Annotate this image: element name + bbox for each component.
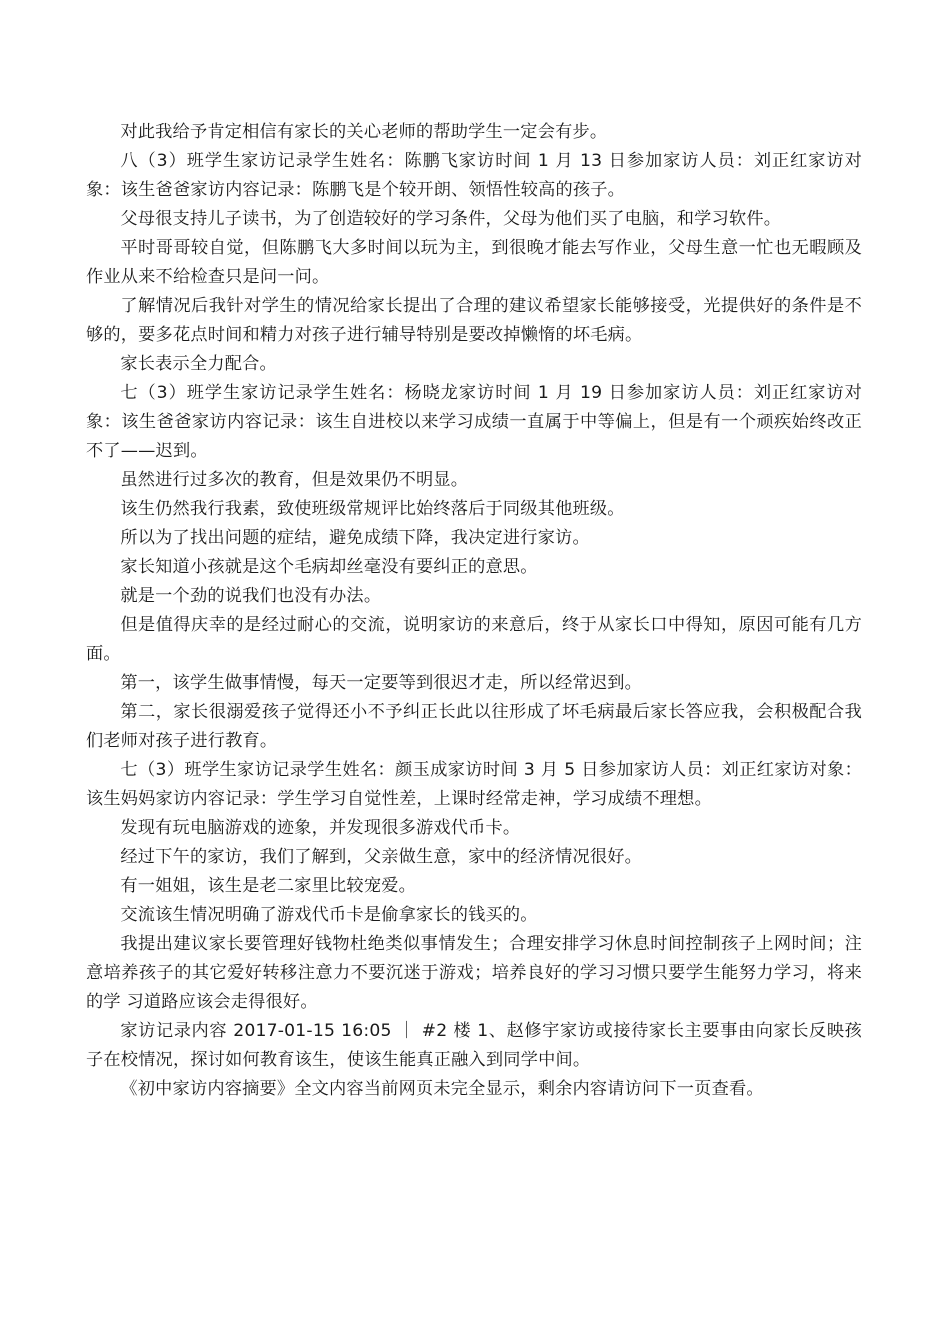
paragraph: 我提出建议家长要管理好钱物杜绝类似事情发生；合理安排学习休息时间控制孩子上网时间；注意培养孩子的其它爱好转移注意力不要沉迷于游戏；培养良好的学习习惯只要学生能努力学习，将来的学 习道路应该会走得很好。 <box>86 934 862 1012</box>
paragraph: 第二，家长很溺爱孩子觉得还小不予纠正长此以往形成了坏毛病最后家长答应我，会积极配合我们老师对孩子进行教育。 <box>86 702 862 751</box>
document-body <box>86 118 862 1104</box>
paragraph: 该生仍然我行我素，致使班级常规评比始终落后于同级其他班级。 <box>120 499 625 519</box>
paragraph: 交流该生情况明确了游戏代币卡是偷拿家长的钱买的。 <box>120 905 538 925</box>
paragraph: 经过下午的家访，我们了解到，父亲做生意，家中的经济情况很好。 <box>120 847 643 867</box>
paragraph: 平时哥哥较自觉，但陈鹏飞大多时间以玩为主，到很晚才能去写作业，父母生意一忙也无暇顾及作业从来不给检查只是问一问。 <box>86 238 862 287</box>
paragraph: 家长知道小孩就是这个毛病却丝毫没有要纠正的意思。 <box>120 557 538 577</box>
paragraph: 父母很支持儿子读书，为了创造较好的学习条件，父母为他们买了电脑，和学习软件。 <box>120 209 782 229</box>
paragraph: 就是一个劲的说我们也没有办法。 <box>120 586 382 606</box>
paragraph: 七（3）班学生家访记录学生姓名：颜玉成家访时间 3 月 5 日参加家访人员：刘正红家访对象：该生妈妈家访内容记录：学生学习自觉性差，上课时经常走神，学习成绩不理想。 <box>86 760 862 809</box>
paragraph: 第一，该学生做事情慢，每天一定要等到很迟才走，所以经常迟到。 <box>120 673 643 693</box>
paragraph: 发现有玩电脑游戏的迹象，并发现很多游戏代币卡。 <box>120 818 521 838</box>
paragraph: 了解情况后我针对学生的情况给家长提出了合理的建议希望家长能够接受，光提供好的条件是不够的，要多花点时间和精力对孩子进行辅导特别是要改掉懒惰的坏毛病。 <box>86 296 862 345</box>
paragraph: 虽然进行过多次的教育，但是效果仍不明显。 <box>120 470 469 490</box>
paragraph: 八（3）班学生家访记录学生姓名：陈鹏飞家访时间 1 月 13 日参加家访人员：刘正红家访对象：该生爸爸家访内容记录：陈鹏飞是个较开朗、领悟性较高的孩子。 <box>86 151 862 200</box>
paragraph: 有一姐姐，该生是老二家里比较宠爱。 <box>120 876 416 896</box>
paragraph: 对此我给予肯定相信有家长的关心老师的帮助学生一定会有步。 <box>120 122 608 142</box>
paragraph: 《初中家访内容摘要》全文内容当前网页未完全显示，剩余内容请访问下一页查看。 <box>120 1079 764 1099</box>
paragraph: 七（3）班学生家访记录学生姓名：杨晓龙家访时间 1 月 19 日参加家访人员：刘正红家访对象：该生爸爸家访内容记录：该生自进校以来学习成绩一直属于中等偏上，但是有一个顽疾始终改正不了——迟到。 <box>86 383 862 461</box>
paragraph: 家访记录内容 2017-01-15 16:05 ｜ #2 楼 1、赵修宇家访或接待家长主要事由向家长反映孩子在校情况，探讨如何教育该生，使该生能真正融入到同学中间。 <box>86 1021 862 1070</box>
paragraph: 家长表示全力配合。 <box>120 354 277 374</box>
paragraph: 所以为了找出问题的症结，避免成绩下降，我决定进行家访。 <box>120 528 590 548</box>
paragraph: 但是值得庆幸的是经过耐心的交流，说明家访的来意后，终于从家长口中得知，原因可能有几方面。 <box>86 615 862 664</box>
